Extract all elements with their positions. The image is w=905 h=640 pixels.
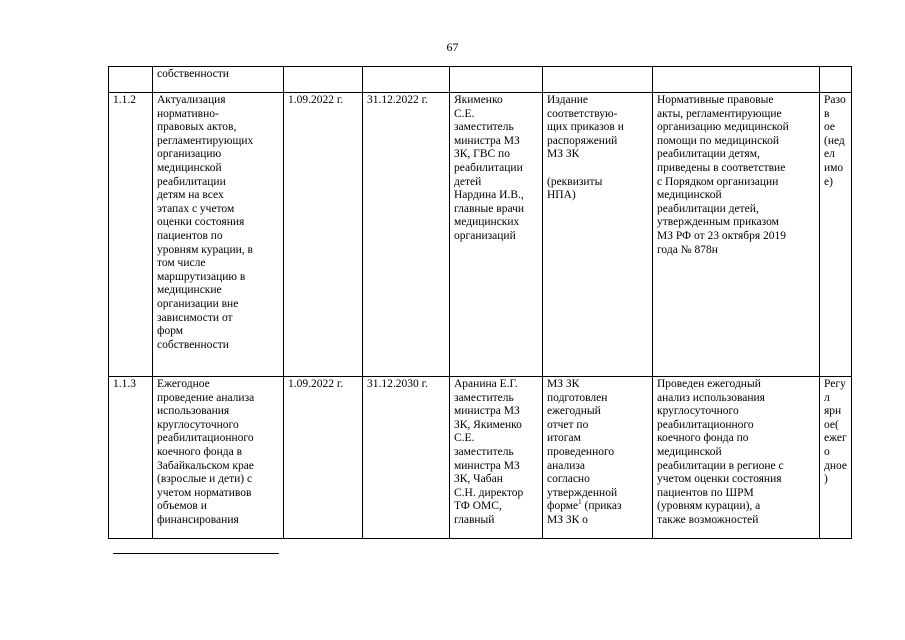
task-cell: собственности [153,67,284,93]
responsible-cell: Якименко С.Е. заместитель министра МЗ ЗК, ГВС по реабилитации детей Нардина И.В., главные врачи медицинских организаций [450,93,543,377]
item-number-cell: 1.1.2 [109,93,153,377]
end-date-cell: 31.12.2030 г. [363,377,450,539]
start-date-cell: 1.09.2022 г. [284,93,363,377]
task-cell: Ежегодное проведение анализа использования круглосуточного реабилитационного коечного фонда в Забайкальском крае (взрослые и дети) с учетом нормативов объемов и финансирования [153,377,284,539]
task-cell: Актуализация нормативно- правовых актов, регламентирующих организацию медицинской реабилитации детям на всех этапах с учетом оценки состояния пациентов по уровням курации, в том числе маршрутизацию в медицинские организации вне зависимости от форм собственности [153,93,284,377]
result-cell: Нормативные правовые акты, регламентирующие организацию медицинской помощи по медицинской реабилитации детям, приведены в соответствие с Порядком организации медицинской реабилитации детей, утвержденным приказом МЗ РФ от 23 октября 2019 года № 878н [653,93,820,377]
item-number-cell [109,67,153,93]
end-date-cell [363,67,450,93]
page-number: 67 [446,40,459,54]
action-cell [543,67,653,93]
footnote-mark: 1 [578,498,582,507]
start-date-cell [284,67,363,93]
action-text: МЗ ЗК подготовлен ежегодный отчет по итогам проведенного анализа согласно утвержденной форме [547,378,618,513]
plan-table [108,66,852,539]
table-row [109,377,852,539]
table-row [109,93,852,377]
item-number-cell: 1.1.3 [109,377,153,539]
footnote-separator [113,553,279,554]
action-cell [543,377,653,539]
responsible-cell [450,67,543,93]
result-cell [653,67,820,93]
result-cell: Проведен ежегодный анализ использования круглосуточного реабилитационного коечного фонда по медицинской реабилитации в регионе с учетом оценки состояния пациентов по ШРМ (уровням курации), а также возможностей [653,377,820,539]
action-text-cont: (приказ МЗ ЗК о [547,500,622,526]
start-date-cell: 1.09.2022 г. [284,377,363,539]
type-cell: Разов ое (недел имое) [820,93,852,377]
end-date-cell: 31.12.2022 г. [363,93,450,377]
type-cell [820,67,852,93]
table-row [109,67,852,93]
type-cell: Регул ярное( ежего дное) [820,377,852,539]
action-cell: Издание соответствую- щих приказов и распоряжений МЗ ЗК (реквизиты НПА) [543,93,653,377]
responsible-cell: Аранина Е.Г. заместитель министра МЗ ЗК, Якименко С.Е. заместитель министра МЗ ЗК, Чабан С.Н. директор ТФ ОМС, главный [450,377,543,539]
